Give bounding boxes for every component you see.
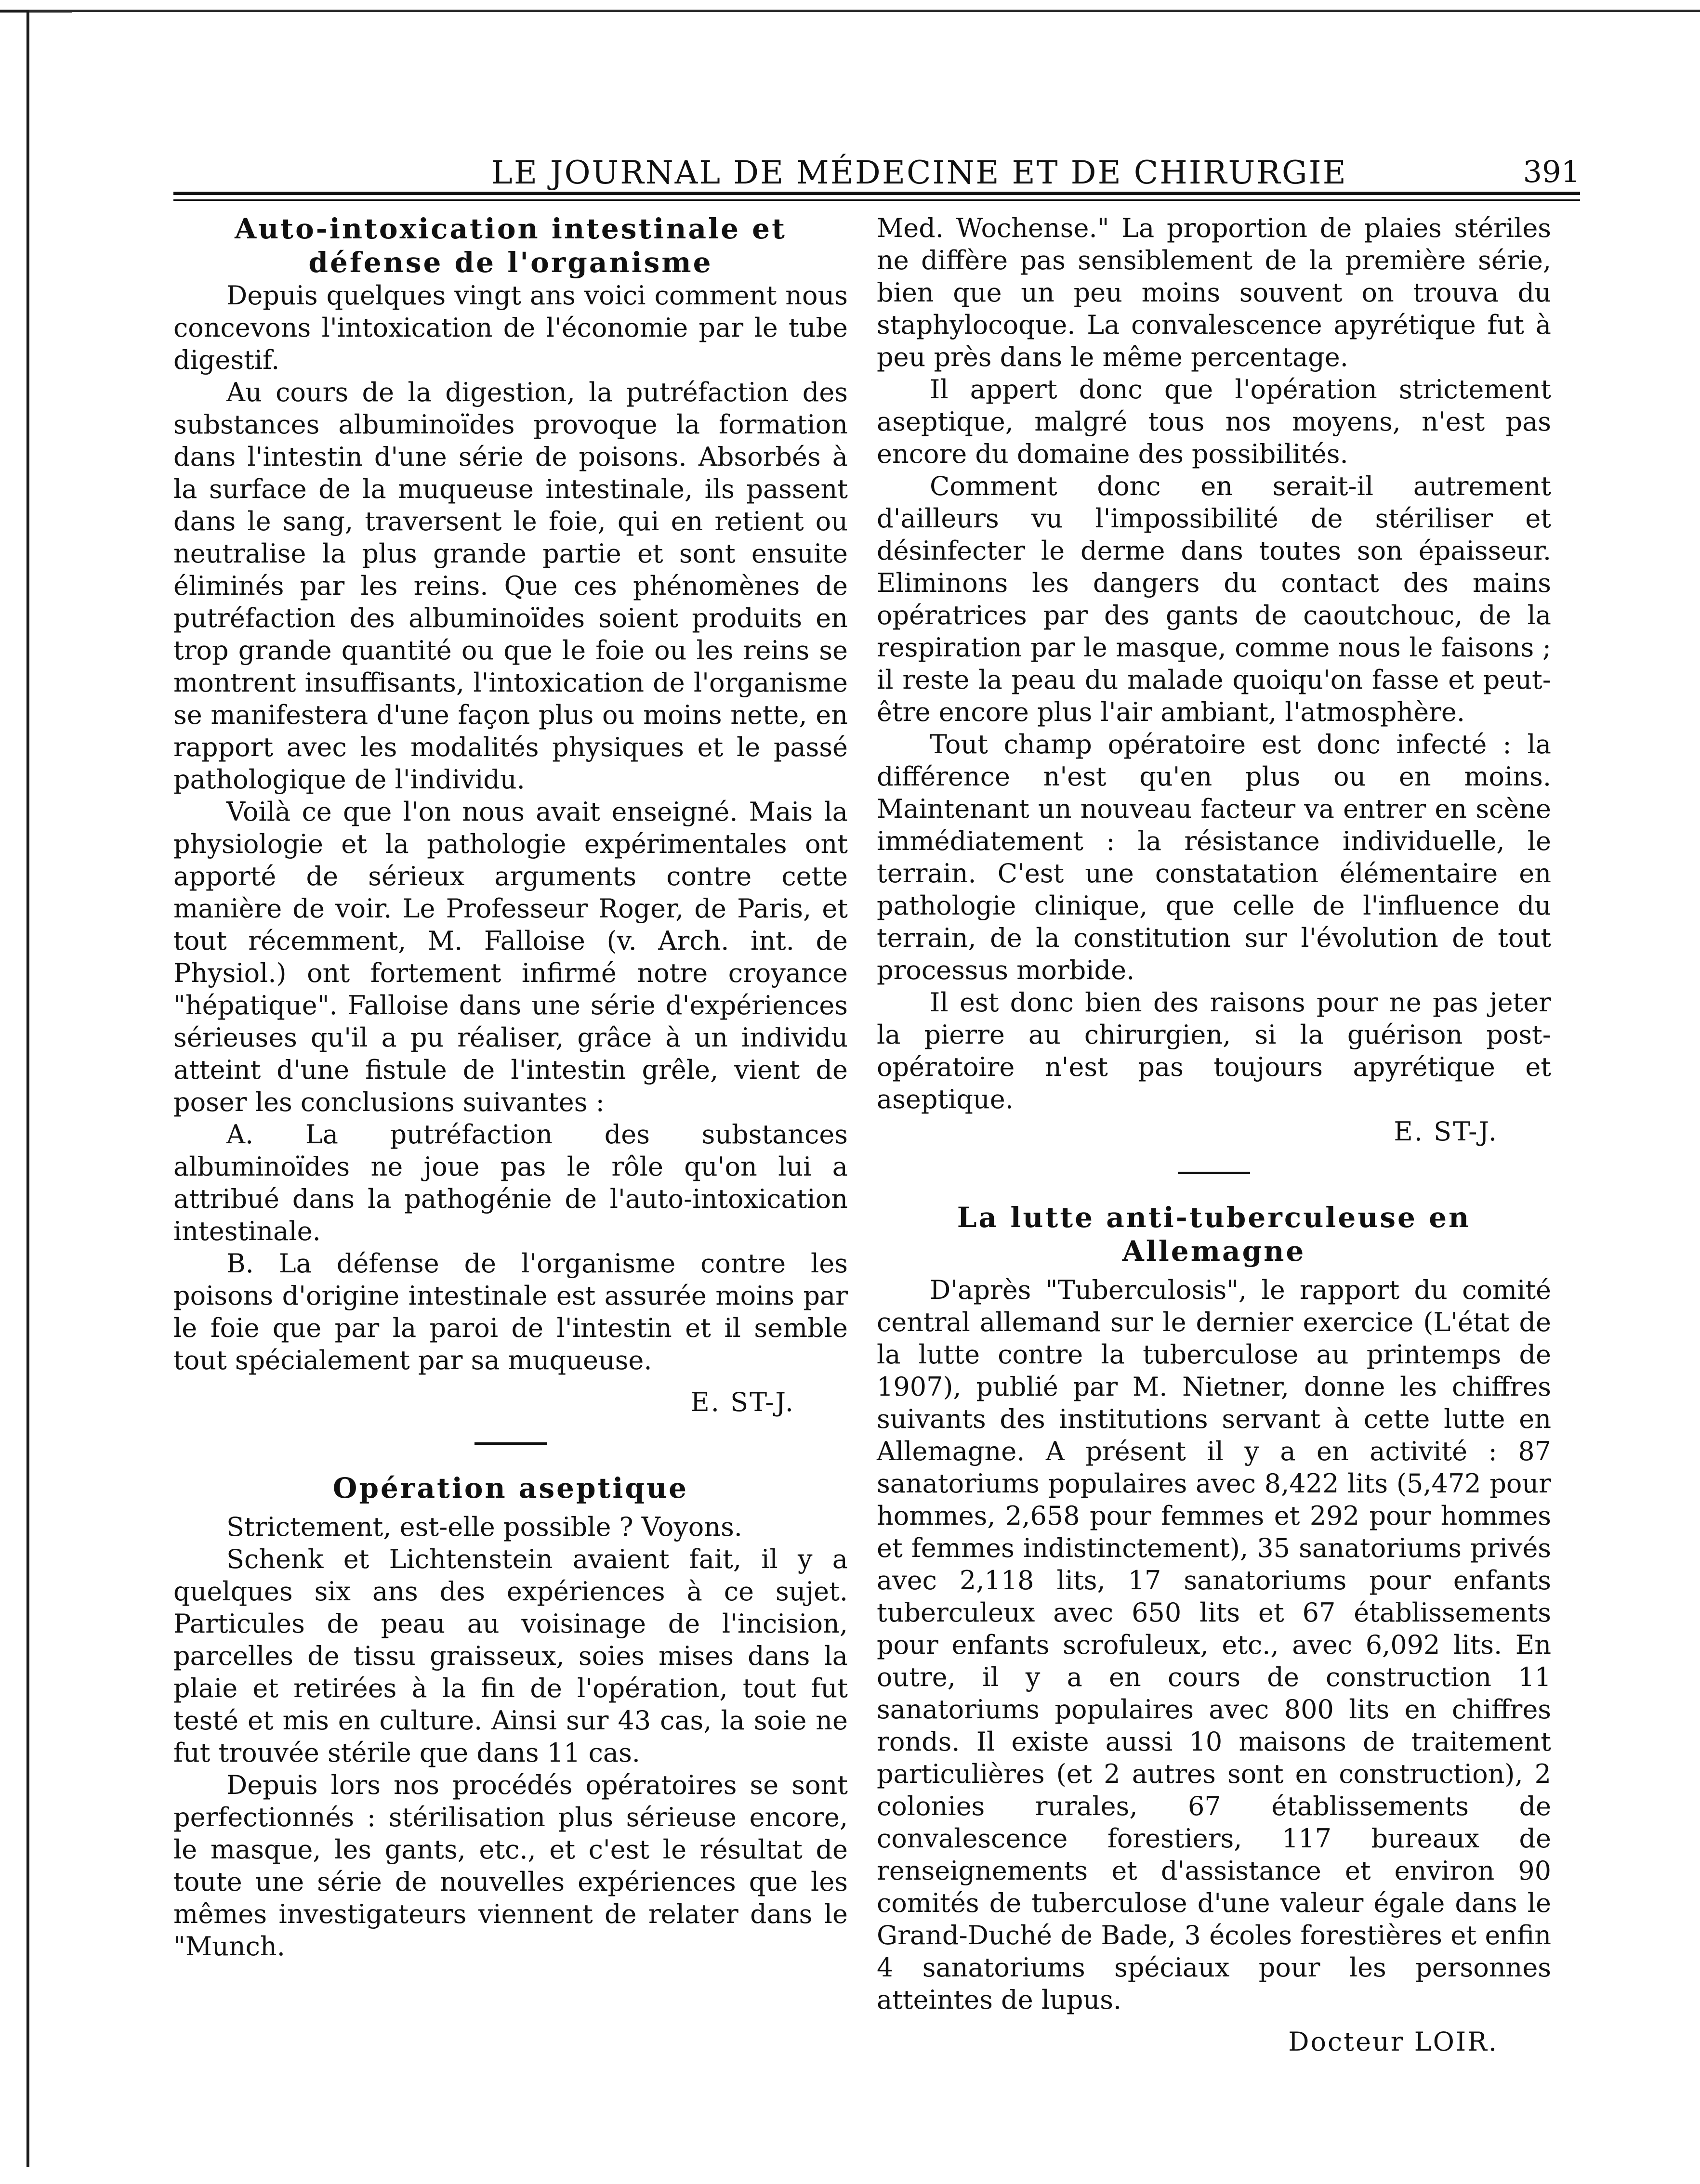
paragraph: Voilà ce que l'on nous avait enseigné. Mais la physiologie et la pathologie expérimentales ont apporté de sérieux arguments contre cette manière de voir. Le Professeur Roger, de Paris, et tout récemment, M. Falloise (v. Arch. int. de Physiol.) ont fortement infirmé notre croyance "hépatique". Falloise dans une série d'expériences sérieuses qu'il a pu réaliser, grâce à un individu atteint d'une fistule de l'intestin grêle, vient de poser les conclusions suivantes : [173,797,848,1117]
paragraph: Med. Wochense." La proportion de plaies stériles ne diffère pas sensiblement de la première série, bien que un peu moins souvent on trouva du staphylocoque. La convalescence apyrétique fut à peu près dans le même percentage. [877,213,1551,372]
section-separator [474,1442,547,1445]
right-column [877,212,1551,2058]
article-title: Auto-intoxication intestinale et défense de l'organisme [235,212,787,279]
paragraph: Il est donc bien des raisons pour ne pas jeter la pierre au chirurgien, si la guérison post-opératoire n'est pas toujours apyrétique et aseptique. [877,987,1551,1114]
paragraph: Depuis lors nos procédés opératoires se sont perfectionnés : stérilisation plus sérieuse encore, le masque, les gants, etc., et c'est le résultat de toute une série de nouvelles expériences que les mêmes investigateurs viennent de relater dans le "Munch. [173,1770,848,1962]
page-number: 391 [1523,154,1580,189]
paragraph: A. La putréfaction des substances albuminoïdes ne joue pas le rôle qu'on lui a attribué dans la pathogénie de l'auto-intoxication intestinale. [173,1119,848,1246]
scan-left-edge [26,10,29,2167]
signature: Docteur LOIR. [1288,2027,1498,2057]
paragraph: Comment donc en serait-il autrement d'ailleurs vu l'impossibilité de stériliser et désinfecter le derme dans toutes son épaisseur. Eliminons les dangers du contact des mains opératrices par des gants de caoutchouc, de la respiration par le masque, comme nous le faisons ; il reste la peau du malade quoiqu'on fasse et peut-être encore plus l'air ambiant, l'atmosphère. [877,471,1551,727]
article-operation-aseptique [173,1471,848,1962]
paragraph: Depuis quelques vingt ans voici comment nous concevons l'intoxication de l'économie par le tube digestif. [173,280,848,375]
article-lutte-anti-tuberculeuse [877,1201,1551,2058]
article-operation-aseptique-continued [877,212,1551,1148]
paragraph: D'après "Tuberculosis", le rapport du comité central allemand sur le dernier exercice (L'état de la lutte contre la tuberculose au printemps de 1907), publié par M. Nietner, donne les chiffres suivants des institutions servant à cette lutte en Allemagne. A présent il y a en activité : 87 sanatoriums populaires avec 8,422 lits (5,472 pour hommes, 2,658 pour femmes et 292 pour hommes et femmes indistinctement), 35 sanatoriums privés avec 2,118 lits, 17 sanatoriums pour enfants tuberculeux avec 650 lits et 67 établissements pour enfants scrofuleux, etc., avec 6,092 lits. En outre, il y a en cours de construction 11 sanatoriums populaires avec 800 lits en chiffres ronds. Il existe aussi 10 maisons de traitement particulières (et 2 autres sont en construction), 2 colonies rurales, 67 établissements de convalescence forestiers, 117 bureaux de renseignements et d'assistance et environ 90 comités de tuberculose d'une valeur égale dans le Grand-Duché de Bade, 3 écoles forestières et enfin 4 sanatoriums spéciaux pour les personnes atteintes de lupus. [877,1275,1551,2015]
paragraph: Il appert donc que l'opération strictement aseptique, malgré tous nos moyens, n'est pas encore du domaine des possibilités. [877,374,1551,469]
article-auto-intoxication [173,212,848,1418]
signature: E. ST-J. [690,1387,795,1417]
header-rule-thick [173,192,1580,195]
paragraph: B. La défense de l'organisme contre les poisons d'origine intestinale est assurée moins par le foie que par la paroi de l'intestin et il semble tout spécialement par sa muqueuse. [173,1248,848,1375]
signature: E. ST-J. [1394,1116,1498,1147]
section-separator [1178,1172,1250,1174]
journal-title: LE JOURNAL DE MÉDECINE ET DE CHIRURGIE [491,154,1347,191]
page-header [173,154,1580,193]
scan-top-edge [26,10,1700,12]
paragraph: Au cours de la digestion, la putréfaction des substances albuminoïdes provoque la formation dans l'intestin d'une série de poisons. Absorbés à la surface de la muqueuse intestinale, ils passent dans le sang, traversent le foie, qui en retient ou neutralise la plus grande partie et sont ensuite éliminés par les reins. Que ces phénomènes de putréfaction des albuminoïdes soient produits en trop grande quantité ou que le foie ou les reins se montrent insuffisants, l'intoxication de l'organisme se manifestera d'une façon plus ou moins nette, en rapport avec les modalités physiques et le passé pathologique de l'individu. [173,377,848,795]
left-column [173,212,848,1962]
paragraph: Strictement, est-elle possible ? Voyons. [226,1512,742,1542]
article-title: La lutte anti-tuberculeuse en Allemagne [957,1201,1471,1268]
paragraph: Schenk et Lichtenstein avaient fait, il y a quelques six ans des expériences à ce sujet. Particules de peau au voisinage de l'incision, parcelles de tissu graisseux, soies mises dans la plaie et retirées à la fin de l'opération, tout fut testé et mis en culture. Ainsi sur 43 cas, la soie ne fut trouvée stérile que dans 11 cas. [173,1544,848,1768]
paragraph: Tout champ opératoire est donc infecté : la différence n'est qu'en plus ou en moins. Maintenant un nouveau facteur va entrer en scène immédiatement : la résistance individuelle, le terrain. C'est une constatation élémentaire en pathologie clinique, que celle de l'influence du terrain, de la constitution sur l'évolution de tout processus morbide. [877,729,1551,985]
article-title: Opération aseptique [332,1472,689,1504]
header-rule-thin [173,199,1580,201]
